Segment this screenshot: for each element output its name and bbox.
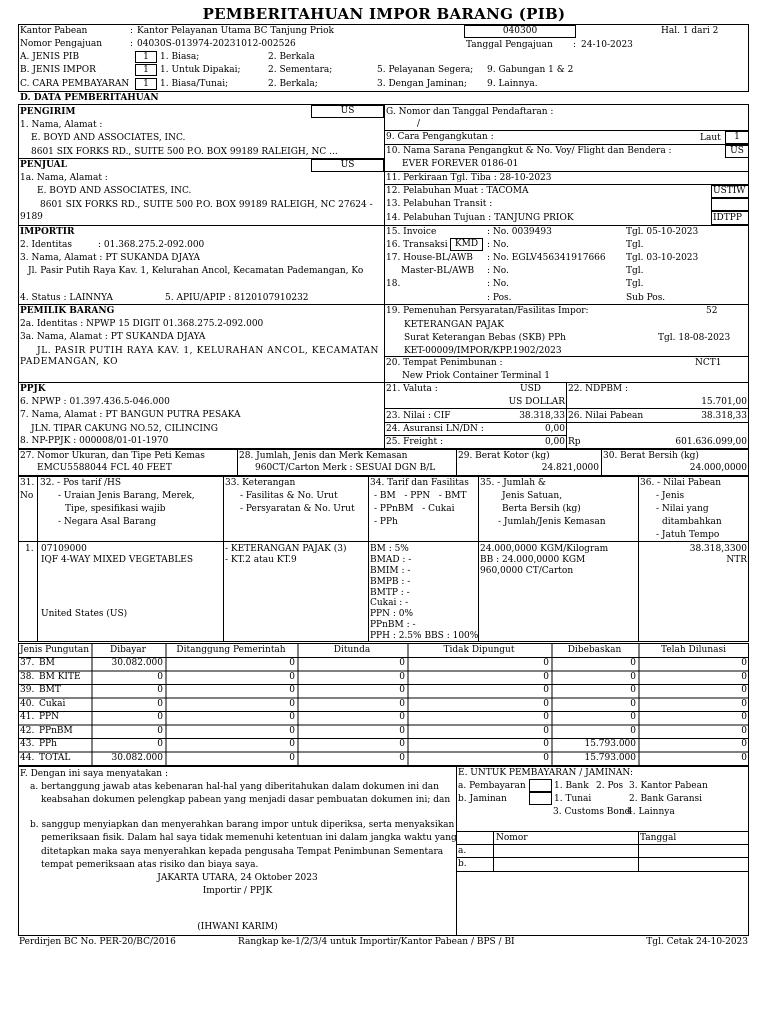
pungutan-cell: 0	[741, 671, 747, 682]
value-29: 24.821,0000	[541, 463, 599, 473]
pungutan-cell: 0	[630, 698, 636, 709]
importir-nama: 3. Nama, Alamat : PT SUKANDA DJAYA	[20, 253, 201, 263]
rp-label: Rp	[568, 437, 581, 447]
divider-r6	[384, 304, 749, 305]
penjual-address1: 8601 SIX FORKS RD., SUITE 500 P.O. BOX 99189 RALEIGH, NC 27624 -	[40, 200, 373, 210]
payment-a-box[interactable]	[529, 779, 552, 792]
pungutan-row-no: 41.	[20, 712, 35, 722]
ppjk-address: JLN. TIPAR CAKUNG NO.52, CILINCING	[31, 424, 218, 434]
pungutan-row-no: 42.	[20, 725, 35, 736]
pungutan-row-no: 43.	[20, 739, 35, 749]
master-value: : No.	[487, 266, 509, 276]
divider-r1	[384, 130, 749, 131]
importir-apiu: 5. APIU/APIP : 8120107910232	[165, 293, 309, 303]
jenis-impor-opt5: 5. Pelayanan Segera;	[377, 65, 474, 75]
penjual-label: 1a. Nama, Alamat :	[20, 173, 108, 183]
cif-value: 38.318,33	[519, 411, 565, 421]
decl-place: JAKARTA UTARA, 24 Oktober 2023	[157, 873, 318, 883]
h36d: ditambahkan	[662, 517, 722, 527]
pungutan-header: Jenis Pungutan	[20, 644, 90, 655]
pungutan-cell: 0	[399, 712, 405, 722]
decl-a2: keabsahan dokumen pelengkap pabean yang menjadi dasar pembuatan dokumen ini; dan	[41, 795, 451, 805]
jenis-impor-opt2: 2. Sementara;	[268, 65, 333, 75]
items-header-divider	[18, 541, 749, 542]
item-desc: IQF 4-WAY MIXED VEGETABLES	[41, 555, 194, 565]
payment-a-opt3: 3. Kantor Pabean	[629, 781, 708, 791]
h34a: 34. Tarif dan Fasilitas	[370, 478, 469, 488]
transaksi-no: : No.	[487, 240, 509, 250]
h33a: 33. Keterangan	[225, 478, 296, 488]
pungutan-cell: 0	[630, 658, 636, 668]
transit-code	[711, 198, 749, 211]
cara-bayar-opt3: 3. Dengan Jaminan;	[377, 79, 467, 89]
g-value: /	[417, 119, 421, 129]
pungutan-cell: 0	[630, 685, 636, 695]
item-hs: 07109000	[41, 544, 87, 554]
h34b: - BM - PPN - BMT	[374, 491, 467, 501]
pungutan-cell: 15.793.000	[584, 752, 636, 763]
items-col1	[37, 476, 38, 642]
label-27: 27. Nomor Ukuran, dan Tipe Peti Kemas	[20, 451, 205, 461]
pungutan-row-name: PPh	[39, 739, 57, 749]
divider-r4	[384, 184, 749, 185]
decl-signer: (IHWANI KARIM)	[197, 922, 278, 932]
h34c: - PPnBM - Cukai	[374, 504, 455, 514]
bc11-tgl: Tgl.	[626, 279, 644, 289]
h32b: - Uraian Jenis Barang, Merek,	[58, 491, 195, 501]
pungutan-cell: 0	[543, 752, 549, 763]
kantor-code: 040300	[464, 25, 576, 38]
penjual-name: E. BOYD AND ASSOCIATES, INC.	[37, 186, 192, 196]
master-tgl: Tgl.	[626, 266, 644, 276]
pungutan-cell: 30.082.000	[111, 658, 163, 668]
pungutan-cell: 0	[399, 739, 405, 749]
sarana-flag: US	[725, 145, 749, 158]
payment-b-opt4: 4. Lainnya	[627, 807, 675, 817]
pengirim-heading: PENGIRIM	[20, 107, 76, 117]
pemilik-address2: PADEMANGAN, KO	[20, 357, 119, 367]
pungutan-row-name: Cukai	[39, 698, 66, 709]
pemilik-identitas: 2a. Identitas : NPWP 15 DIGIT 01.368.275.2-092.000	[20, 319, 264, 329]
pungutan-cell: 0	[543, 658, 549, 668]
jenis-pib-opt1: 1. Biasa;	[160, 52, 200, 62]
jenis-impor-label: B. JENIS IMPOR	[20, 65, 96, 75]
pengangkutan-value: Laut	[700, 133, 721, 143]
payment-b-opt1: 1. Tunai	[554, 794, 592, 804]
bc11-label: 18.	[386, 279, 401, 289]
items-col5	[638, 476, 639, 642]
label-29: 29. Berat Kotor (kg)	[458, 451, 550, 461]
pungutan-cell: 0	[399, 658, 405, 668]
freight-value: 0,00	[544, 437, 565, 447]
timbun-value: New Priok Container Terminal 1	[402, 371, 550, 381]
divider-r5	[384, 225, 749, 226]
item-bm: BM : 5%	[370, 544, 409, 554]
item-qty1: 24.000,0000 KGM/Kilogram	[480, 544, 609, 554]
house-date: Tgl. 03-10-2023	[626, 253, 699, 263]
kantor-label: Kantor Pabean	[20, 26, 88, 36]
valuta-name: US DOLLAR	[508, 397, 565, 407]
ppjk-heading: PPJK	[20, 384, 46, 394]
pungutan-cell: 0	[157, 685, 163, 695]
pungutan-cell: 0	[157, 698, 163, 709]
valuta-label: 21. Valuta :	[386, 384, 438, 394]
decl-b2: pemeriksaan fisik. Dalam hal saya tidak memenuhi ketentuan ini dalam jangka waktu yang	[41, 833, 457, 843]
pungutan-cell: 0	[630, 671, 636, 682]
divider-r7	[384, 356, 749, 357]
items-col3	[368, 476, 369, 642]
pay-table-c1	[493, 831, 494, 871]
penjual-heading: PENJUAL	[20, 160, 67, 170]
pay-table-top	[456, 831, 749, 832]
pengirim-name: E. BOYD AND ASSOCIATES, INC.	[31, 133, 186, 143]
pungutan-cell: 0	[399, 725, 405, 736]
decl-b4: tempat pemeriksaan atas risiko dan biaya saya.	[41, 860, 259, 870]
pungutan-cell: 0	[289, 739, 295, 749]
h36b: - Jenis	[656, 491, 685, 501]
pay-row-b: b.	[458, 859, 467, 869]
rp-value: 601.636.099,00	[675, 437, 747, 447]
footer-left: Perdirjen BC No. PER-20/BC/2016	[19, 937, 176, 947]
h36c: - Nilai yang	[656, 504, 709, 514]
pungutan-cell: 0	[741, 658, 747, 668]
pay-col-nomor: Nomor	[496, 833, 528, 843]
ppjk-nama: 7. Nama, Alamat : PT BANGUN PUTRA PESAKA	[20, 410, 241, 420]
item-origin: United States (US)	[41, 609, 128, 619]
jenis-pib-label: A. JENIS PIB	[20, 52, 80, 62]
fasilitas-date: Tgl. 18-08-2023	[658, 333, 731, 343]
footer-center: Rangkap ke-1/2/3/4 untuk Importir/Kantor Pabean / BPS / BI	[238, 937, 515, 947]
item-nilai: 38.318,3300	[689, 544, 747, 554]
value-28: 960CT/Carton Merk : SESUAI DGN B/L	[255, 463, 436, 473]
kantor-colon: :	[130, 26, 134, 36]
section-d-title: D. DATA PEMBERITAHUAN	[20, 93, 159, 103]
item-pph: PPH : 2.5% BBS : 100%	[370, 631, 479, 641]
pungutan-row-name: PPnBM	[39, 725, 73, 736]
h35b: Jenis Satuan,	[502, 491, 563, 501]
h35c: Berta Bersih (kg)	[502, 504, 581, 514]
bc11-no: : No.	[487, 279, 509, 289]
cara-bayar-label: C. CARA PEMBAYARAN	[20, 79, 130, 89]
payment-b-opt2: 2. Bank Garansi	[629, 794, 703, 804]
pabean-value: 38.318,33	[701, 411, 747, 421]
pungutan-row-name: BMT	[39, 685, 61, 695]
fasilitas-l2: Surat Keterangan Bebas (SKB) PPh	[404, 333, 566, 343]
h36e: - Jatuh Tempo	[656, 530, 720, 540]
transaksi-label: 16. Transaksi	[386, 240, 448, 250]
pungutan-cell: 0	[289, 712, 295, 722]
pelabuhan-tujuan: 14. Pelabuhan Tujuan : TANJUNG PRIOK	[386, 213, 574, 223]
item-bmad: BMAD : -	[370, 555, 412, 565]
payment-a-opt1: 1. Bank	[554, 781, 589, 791]
divider-r2	[384, 144, 749, 145]
decl-heading: F. Dengan ini saya menyatakan :	[20, 769, 168, 779]
payment-a-opt2: 2. Pos	[596, 781, 624, 791]
importir-status: 4. Status : LAINNYA	[20, 293, 113, 303]
pungutan-cell: 0	[741, 698, 747, 709]
h31b: No	[20, 491, 34, 501]
importir-identitas-value: : 01.368.275.2-092.000	[98, 240, 205, 250]
h33c: - Persyaratan & No. Urut	[240, 504, 355, 514]
item-bmim: BMIM : -	[370, 566, 411, 576]
divider-c2	[456, 449, 457, 476]
jenis-impor-opt1: 1. Untuk Dipakai;	[160, 65, 241, 75]
pungutan-cell: 0	[741, 752, 747, 763]
pungutan-row-name: TOTAL	[39, 752, 71, 763]
divider-r9	[384, 408, 749, 409]
pungutan-cell: 0	[741, 712, 747, 722]
pengangkutan-code: 1	[725, 131, 749, 144]
item-bmpb: BMPB : -	[370, 577, 411, 587]
cara-bayar-opt1: 1. Biasa/Tunai;	[160, 79, 229, 89]
pungutan-cell: 0	[289, 752, 295, 763]
pungutan-cell: 0	[399, 752, 405, 763]
jenis-impor-opt9: 9. Gabungan 1 & 2	[487, 65, 574, 75]
ppjk-np: 8. NP-PPJK : 000008/01-01-1970	[20, 436, 169, 446]
pengangkutan-label: 9. Cara Pengangkutan :	[386, 132, 494, 142]
pay-table-r2	[456, 871, 749, 872]
pemilik-heading: PEMILIK BARANG	[20, 306, 115, 316]
label-28: 28. Jumlah, Jenis dan Merk Kemasan	[239, 451, 408, 461]
jenis-impor-value: 1	[135, 64, 157, 76]
items-col4	[478, 476, 479, 642]
ndpbm-value: 15.701,00	[701, 397, 747, 407]
importir-identitas-label: 2. Identitas	[20, 240, 72, 250]
item-qty2: BB : 24.000,0000 KGM	[480, 555, 586, 565]
cara-bayar-opt2: 2. Berkala;	[268, 79, 318, 89]
pungutan-cell: 0	[289, 658, 295, 668]
master-label: Master-BL/AWB	[401, 266, 475, 276]
pungutan-header: Dibebaskan	[567, 644, 622, 655]
divider-importir	[18, 225, 384, 226]
muat-code: USTIW	[711, 185, 749, 198]
h35a: 35. - Jumlah &	[480, 478, 546, 488]
data-divider	[384, 104, 385, 449]
form-title: PEMBERITAHUAN IMPOR BARANG (PIB)	[202, 5, 566, 23]
timbun-code: NCT1	[695, 358, 722, 368]
pay-col-tanggal: Tanggal	[640, 833, 677, 843]
pemilik-address1: JL. PASIR PUTIH RAYA KAV. 1, KELURAHAN ANCOL, KECAMATAN	[37, 346, 380, 356]
h31a: 31.	[20, 478, 35, 488]
items-col2	[223, 476, 224, 642]
decl-divider	[456, 766, 457, 936]
pungutan-cell: 0	[741, 685, 747, 695]
pengirim-label: 1. Nama, Alamat :	[20, 120, 103, 130]
divider-r10	[384, 422, 749, 423]
decl-b3: ditetapkan maka saya menyerahkan kepada pengusaha Tempat Penimbunan Sementara	[41, 847, 444, 857]
pungutan-cell: 0	[543, 671, 549, 682]
pungutan-cell: 0	[543, 698, 549, 709]
payment-heading: E. UNTUK PEMBAYARAN / JAMINAN:	[458, 768, 633, 778]
pelabuhan-transit: 13. Pelabuhan Transit :	[386, 199, 493, 209]
divider-c1	[237, 449, 238, 476]
invoice-value: : No. 0039493	[487, 227, 552, 237]
pungutan-cell: 0	[543, 739, 549, 749]
item-bmtp: BMTP : -	[370, 588, 410, 598]
pungutan-header: Ditanggung Pemerintah	[176, 644, 286, 655]
pabean-label: 26. Nilai Pabean	[568, 411, 644, 421]
decl-b1: b. sanggup menyiapkan dan menyerahkan barang impor untuk diperiksa, serta menyaksikan	[30, 820, 455, 830]
asuransi-value: 0,00	[544, 424, 565, 434]
pay-row-a: a.	[458, 846, 467, 856]
pengirim-address: 8601 SIX FORKS RD., SUITE 500 P.O. BOX 99189 RALEIGH, NC ...	[31, 147, 338, 157]
g-label: G. Nomor dan Tanggal Pendaftaran :	[386, 107, 554, 117]
sarana-value: EVER FOREVER 0186-01	[402, 159, 519, 169]
cara-bayar-value: 1	[135, 78, 157, 90]
h32c: Tipe, spesifikasi wajib	[65, 504, 166, 514]
payment-b-box[interactable]	[529, 792, 552, 805]
pay-table-h	[456, 844, 749, 845]
pungutan-cell: 0	[399, 685, 405, 695]
pungutan-header: Dibayar	[110, 644, 146, 655]
decl-role: Importir / PPJK	[202, 886, 273, 896]
pungutan-cell: 0	[157, 725, 163, 736]
ppjk-npwp: 6. NPWP : 01.397.436.5-046.000	[20, 397, 170, 407]
transaksi-code: KMD	[450, 238, 483, 251]
pungutan-header: Telah Dilunasi	[661, 644, 726, 655]
house-value: : No. EGLV456341917666	[487, 253, 606, 263]
bc11-pos: : Pos.	[487, 293, 512, 303]
pungutan-cell: 0	[741, 739, 747, 749]
pemilik-nama: 3a. Nama, Alamat : PT SUKANDA DJAYA	[20, 332, 206, 342]
pungutan-cell: 0	[289, 685, 295, 695]
pungutan-cell: 0	[289, 671, 295, 682]
freight-label: 25. Freight :	[386, 437, 443, 447]
h33b: - Fasilitas & No. Urut	[240, 491, 338, 501]
kantor-value: Kantor Pelayanan Utama BC Tanjung Priok	[137, 26, 335, 36]
importir-address: Jl. Pasir Putih Raya Kav. 1, Kelurahan Ancol, Kecamatan Pademangan, Ko	[28, 266, 364, 276]
penjual-address2: 9189	[20, 212, 43, 222]
h34d: - PPh	[374, 517, 398, 527]
bc11-subpos: Sub Pos.	[626, 293, 666, 303]
tgl-pengajuan-colon: :	[573, 40, 577, 50]
payment-b-opt3: 3. Customs Bond	[553, 807, 631, 817]
pay-table-c2	[638, 831, 639, 871]
ndpbm-label: 22. NDPBM :	[568, 384, 629, 394]
divider-ppjk	[18, 382, 384, 383]
pungutan-cell: 0	[543, 685, 549, 695]
penjual-country: US	[311, 159, 384, 172]
pengirim-country: US	[311, 105, 384, 118]
invoice-label: 15. Invoice	[386, 227, 437, 237]
fasilitas-label: 19. Pemenuhan Persyaratan/Fasilitas Impor:	[386, 306, 589, 316]
jenis-pib-value: 1	[135, 51, 157, 63]
cara-bayar-opt9: 9. Lainnya.	[487, 79, 538, 89]
cif-label: 23. Nilai : CIF	[386, 411, 451, 421]
value-27: EMCU5588044 FCL 40 FEET	[37, 463, 172, 473]
pungutan-row-no: 39.	[20, 685, 35, 695]
pungutan-cell: 0	[399, 671, 405, 682]
item-ket2: - KT.2 atau KT.9	[225, 555, 297, 565]
divider-r3	[384, 171, 749, 172]
pungutan-cell: 0	[157, 671, 163, 682]
h36a: 36. - Nilai Pabean	[640, 478, 722, 488]
pungutan-cell: 0	[741, 725, 747, 736]
divider-pemilik	[18, 304, 384, 305]
item-cukai: Cukai : -	[370, 598, 409, 608]
timbun-label: 20. Tempat Penimbunan :	[386, 358, 503, 368]
pungutan-cell: 15.793.000	[584, 739, 636, 749]
pungutan-cell: 0	[157, 712, 163, 722]
tgl-tiba: 11. Perkiraan Tgl. Tiba : 28-10-2023	[386, 173, 552, 183]
fasilitas-l3: KET-00009/IMPOR/KPP.1902/2023	[404, 346, 562, 356]
divider-r11	[384, 435, 566, 436]
divider-c3	[601, 449, 602, 476]
payment-b-label: b. Jaminan	[458, 794, 507, 804]
importir-heading: IMPORTIR	[20, 227, 75, 237]
pungutan-row-name: BM KITE	[39, 671, 81, 682]
h35d: - Jumlah/Jenis Kemasan	[498, 517, 606, 527]
pungutan-row-no: 37.	[20, 658, 35, 668]
pungutan-row-name: PPN	[39, 712, 59, 722]
item-ppn: PPN : 0%	[370, 609, 414, 619]
house-label: 17. House-BL/AWB	[386, 253, 473, 263]
tgl-pengajuan-value: 24-10-2023	[581, 40, 633, 50]
pelabuhan-muat: 12. Pelabuhan Muat : TACOMA	[386, 186, 529, 196]
label-30: 30. Berat Bersih (kg)	[603, 451, 699, 461]
tgl-pengajuan-label: Tanggal Pengajuan	[466, 40, 553, 50]
asuransi-label: 24. Asuransi LN/DN :	[386, 424, 484, 434]
item-ppnbm: PPnBM : -	[370, 620, 416, 630]
pungutan-cell: 0	[543, 725, 549, 736]
pungutan-row-name: BM	[39, 658, 55, 668]
transaksi-tgl: Tgl.	[626, 240, 644, 250]
pungutan-header: Tidak Dipungut	[443, 644, 515, 655]
pungutan-cell: 0	[289, 725, 295, 736]
pay-table-r1	[456, 857, 749, 858]
valuta-code: USD	[520, 384, 541, 394]
pungutan-row-no: 38.	[20, 671, 35, 682]
jenis-pib-opt2: 2. Berkala	[268, 52, 315, 62]
h32a: 32. - Pos tarif /HS	[40, 478, 122, 488]
item-ket1: - KETERANGAN PAJAK (3)	[225, 544, 347, 554]
pungutan-header: Ditunda	[333, 644, 371, 655]
item-no: 1.	[25, 544, 34, 554]
item-jenis: NTR	[726, 555, 747, 565]
page-number: Hal. 1 dari 2	[661, 26, 719, 36]
pungutan-cell: 0	[399, 698, 405, 709]
tujuan-code: IDTPP	[711, 211, 749, 225]
fasilitas-l1: KETERANGAN PAJAK	[404, 320, 505, 330]
divider-v-ndpbm	[566, 382, 567, 449]
item-qty3: 960,0000 CT/Carton	[480, 566, 574, 576]
pungutan-cell: 0	[630, 725, 636, 736]
fasilitas-code: 52	[706, 306, 718, 316]
pungutan-cell: 0	[630, 712, 636, 722]
h32d: - Negara Asal Barang	[58, 517, 157, 527]
footer-right: Tgl. Cetak 24-10-2023	[646, 937, 748, 947]
sarana-label: 10. Nama Sarana Pengangkut & No. Voy/ Flight dan Bendera :	[386, 146, 672, 156]
pungutan-cell: 30.082.000	[111, 752, 163, 763]
decl-a1: a. bertanggung jawab atas kebenaran hal-hal yang diberitahukan dalam dokumen ini dan	[30, 782, 439, 792]
invoice-date: Tgl. 05-10-2023	[626, 227, 699, 237]
pengajuan-colon: :	[130, 39, 134, 49]
pungutan-cell: 0	[289, 698, 295, 709]
pungutan-row-no: 44.	[20, 752, 35, 763]
value-30: 24.000,0000	[689, 463, 747, 473]
pengajuan-value: 04030S-013974-20231012-002526	[137, 39, 296, 49]
pungutan-row-no: 40.	[20, 698, 35, 709]
pengajuan-label: Nomor Pengajuan	[20, 39, 103, 49]
pungutan-cell: 0	[543, 712, 549, 722]
payment-a-label: a. Pembayaran	[458, 781, 526, 791]
pungutan-cell: 0	[157, 739, 163, 749]
